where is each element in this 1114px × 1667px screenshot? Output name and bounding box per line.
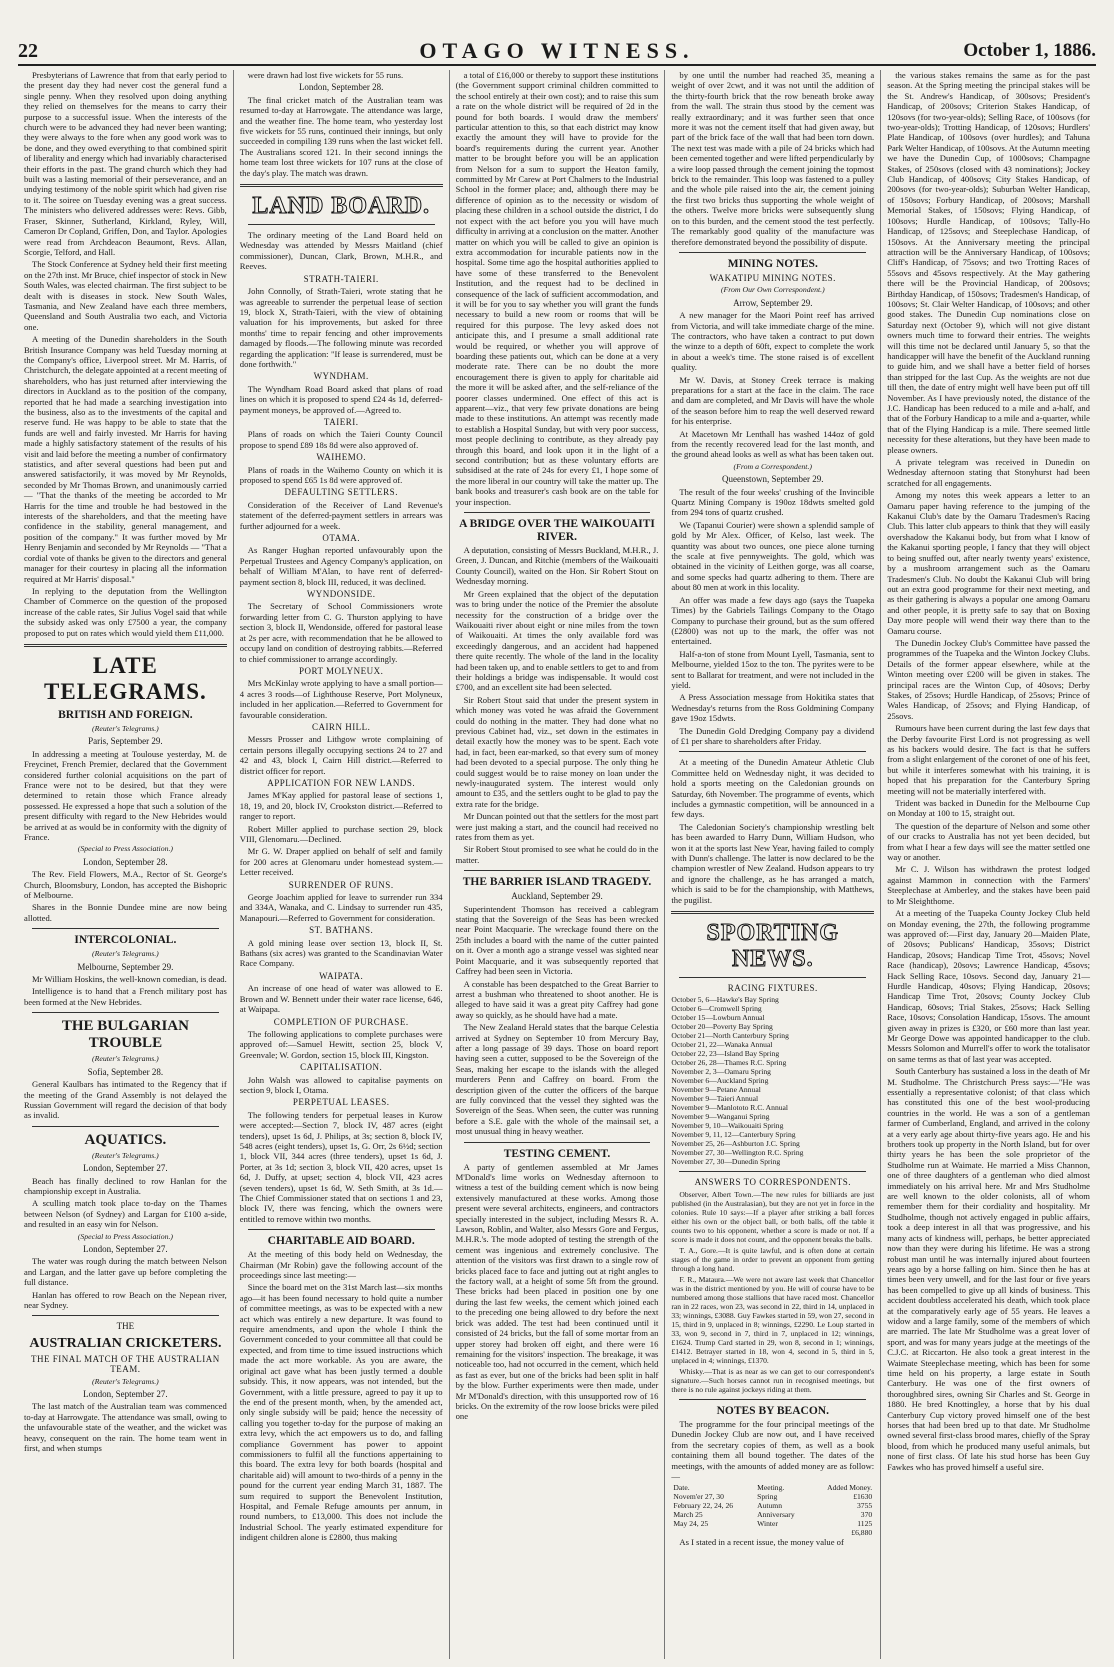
article-paragraph: An increase of one head of water was allowed to E. Brown and W. Bennett under their water race license, 646, at Waipapa. — [239, 983, 443, 1015]
table-cell: 370 — [860, 1510, 873, 1520]
article-paragraph: Among my notes this week appears a letter to an Oamaru paper having reference to the jumping of the Kakanui Club's date by the Oamaru Tradesmen's Racing Club. This latter club appears to think that they will easily overshadow the Kakanui body, but from what I know of the Kakanui sporting people, I fancy that they will object to being snuffed out, after nearly twenty years' existence, by a mushroom arrangement such as the Oamaru Tradesmen's Club. No doubt the Kakanui Club will bring out an extra good programme for their next meeting, and as their gathering is always a popular one among Oamaru and other people, it is pretty safe to say that on Boxing Day more people will wend their way there than to the Oamaru course. — [887, 490, 1090, 636]
heading-the: THE — [116, 1321, 135, 1332]
article-paragraph: Sir Robert Stout promised to see what he could do in the matter. — [455, 844, 659, 865]
article-paragraph: Presbyterians of Lawrence that from that early period to the present day they had never cost the general fund a single penny. When they resolved upon doing anything they relied on themselves for the means to carry their purpose to a successful issue. When the interests of the church were to be advanced they had never been wanting; they were always to the fore when any good work was to be done, and they owed everything to that combined spirit of liberality and energy which had invariably characterised their efforts in the past. The grand church which they had built was a lasting memorial of their perseverance, and an undying testimony of the noble spirit which had given rise to it. The soiree on Tuesday evening was a great success. The ministers who delivered addresses were: Revs. Gibb, Fraser, Skinner, Sutherland, Kirkland, Ryley, Will, Cameron Dr Copland, Griffen, Don, and Taylor. Apologies were read from Archdeacon Beaumont, Revs. Allan, Scorgie, Telford, and Hall. — [24, 70, 227, 257]
list-item: November 9—Petane Annual — [671, 1085, 761, 1095]
subheading-intercolonial: INTERCOLONIAL. — [74, 934, 177, 947]
article-paragraph: Observer, Albert Town.—The new rules for billiards are just published (in the Australasian), but they are not yet in force in the colonies. Rule 10 says:—If a player after striking a ball forces either his own or the object ball, or both balls, off the table it counts two to his opponent, whether a score is made or not. If a score is made it does not count, and the opponent breaks the balls. — [671, 1189, 875, 1244]
table-cell: May 24, 25 — [673, 1519, 709, 1529]
article-paragraph: We (Tapanui Courier) were shown a splendid sample of gold by Mr Alex. Officer, of Kelso, last week. The quantity was about two ounces, one piece alone turning the scale at five pennyweights. The gold, which was obtained in the vicinity of Leithen gorge, was all coarse, and some specks had quartz adhering to them. There are about 80 men at work in this locality. — [671, 519, 875, 593]
article-paragraph: Sir Robert Stout said that under the present system in which money was voted he was afraid the Government could do nothing in the matter. They had done what no previous Cabinet had, viz., set down in the estimates in detail exactly how the money was to be spent. Each vote had, in fact, been ear-marked, so that every sum of money had been devoted to a special purpose. The only thing he could suggest would be to raise money on loan under the newly-inaugurated system. The interest would only amount to £35, and the settlers ought to be glad to pay the extra rate for the bridge. — [455, 694, 659, 809]
list-item: November 25, 26—Ashburton J.C. Spring — [671, 1139, 800, 1149]
article-paragraph: In addressing a meeting at Toulouse yesterday, M. de Freycinet, French Premier, declared that the Government considered further colonial acquisitions on the part of France were not to be desired, but that they were determined to retain those which France already possessed. He expressed a hope that such a solution of the present difficulty with regard to the New Hebrides would be arrived at as would be in conformity with the dignity of France. — [24, 748, 227, 842]
subhead: CAPITALISATION. — [300, 1062, 383, 1073]
masthead — [18, 38, 1096, 66]
article-paragraph: Messrs Prosser and Lithgow wrote complaining of certain persons illegally occupying sections 24 to 27 and 42 and 43, block I, Cairn Hill district.—Referred to district officer for report. — [239, 734, 443, 776]
table-row — [671, 1492, 874, 1501]
source-line: (Reuter's Telegrams.) — [92, 1376, 159, 1386]
article-paragraph: Beach has finally declined to row Hanlan for the championship except in Australia. — [24, 1175, 227, 1196]
dateline: Melbourne, September 29. — [77, 961, 174, 972]
divider — [32, 1012, 219, 1013]
article-paragraph: Mrs McKinlay wrote applying to have a small portion—4 acres 3 roods—of Lighthouse Reserve, Port Molyneux, included in her application.—Referred to Government for favourable consideration. — [239, 678, 443, 720]
article-paragraph: The Rev. Field Flowers, M.A., Rector of St. George's Church, Bloomsbury, London, has accepted the Bishopric of Melbourne. — [24, 869, 227, 901]
article-paragraph: Mr W. Davis, at Stoney Creek terrace is making preparations for a start at the face in the claim. The race and dam are completed, and Mr Davis will have the whole of the season before him to reap the well deserved reward for his enterprise. — [671, 374, 875, 427]
article-paragraph: The programme for the four principal meetings of the Dunedin Jockey Club are now out, and I have received from the secretary copies of them, as well as a book containing them all bound together. The dates of the meetings, with the amounts of added money are as follow:— — [671, 1418, 875, 1481]
article-paragraph: Intelligence is to hand that a French military post has been formed at the New Hebrides. — [24, 986, 227, 1007]
section-heading-land-board: LAND BOARD. — [252, 193, 431, 220]
table-cell: February 22, 24, 26 — [673, 1501, 734, 1511]
article-paragraph: The Stock Conference at Sydney held their first meeting on the 27th inst. Mr Bruce, chief inspector of stock in New South Wales, was elected chairman. The first subject to be dealt with is diseases in stock. New South Wales, Tasmania, and New Zealand have each three members, Queensland and South Australia two each, and Victoria one. — [24, 259, 227, 332]
list-item: October 22, 23—Island Bay Spring — [671, 1049, 780, 1059]
list-item: November 6—Auckland Spring — [671, 1076, 769, 1086]
subheading-charitable-aid: CHARITABLE AID BOARD. — [267, 1235, 415, 1248]
article-paragraph: John Connolly, of Strath-Taieri, wrote stating that he was agreeable to surrender the perpetual lease of section 19, block X, Strath-Taieri, with the view of obtaining valuation for his improvements, but asked for three months' time to repair fencing and other improvements damaged by floods.—The following minute was recorded regarding the application: "If lease is surrendered, must be done forthwith." — [239, 286, 443, 369]
dateline: Queenstown, September 29. — [722, 474, 824, 485]
article-paragraph: The result of the four weeks' crushing of the Invincible Quartz Mining Company is 190oz 18dwts smelted gold from 294 tons of quartz crushed. — [671, 486, 875, 518]
article-paragraph: Trident was backed in Dunedin for the Melbourne Cup on Monday at 100 to 15, straight out. — [887, 798, 1090, 819]
subheading-notes-by-beacon: NOTES BY BEACON. — [716, 1404, 829, 1417]
article-paragraph: The question of the departure of Nelson and some other of our cracks to Australia has not yet been decided, but from what I hear a few days will see the matter settled one way or another. — [887, 820, 1090, 863]
list-item: November 27, 30—Wellington R.C. Spring — [671, 1148, 804, 1158]
table-total-row — [671, 1528, 874, 1537]
article-paragraph: The Dunedin Jockey Club's Committee have passed the programmes of the Tuapeka and the Winton Jockey Clubs. Details of the former appear elsewhere, while at the Winton meeting over £200 will be given in stakes. The principal races are the Winton Cup, of 40sovs; Derby Stakes, of 25sovs; Hurdle Handicap, of 25sovs; Prince of Wales Handicap, of 25sovs; and Flying Handicap, of 25sovs. — [887, 637, 1090, 721]
article-paragraph: A constable has been despatched to the Great Barrier to arrest a bushman who threatened to shoot another. He is alleged to have said it was a great pity Caffrey had gone away so quickly, as he should have had a mate. — [455, 978, 659, 1020]
table-cell: Spring — [757, 1492, 778, 1502]
subhead: SURRENDER OF RUNS. — [288, 879, 394, 890]
article-paragraph: The ordinary meeting of the Land Board held on Wednesday was attended by Messrs Maitland (chief commissioner), Duncan, Clark, Brown, M.H.R., and Reeves. — [239, 230, 443, 272]
column-2 — [234, 70, 450, 1659]
subheading-final-match: THE FINAL MATCH OF THE AUSTRALIAN TEAM. — [31, 1353, 220, 1375]
list-item: November 9—Wanganui Spring — [671, 1112, 770, 1122]
article-paragraph: Mr G. W. Draper applied on behalf of self and family for 200 acres at Glenomaru under homestead system.—Letter received. — [239, 846, 443, 878]
source-line: (Reuter's Telegrams.) — [92, 723, 159, 733]
list-item: October 21—North Canterbury Spring — [671, 1031, 789, 1041]
source-line: (From a Correspondent.) — [733, 461, 813, 471]
list-item: October 26, 28—Thames R.C. Spring — [671, 1058, 787, 1068]
subheading-barrier-island: THE BARRIER ISLAND TRAGEDY. — [462, 876, 652, 889]
article-paragraph: Consideration of the Receiver of Land Revenue's statement of the deferred-payment settlers in arrears was further adjourned for a week. — [239, 499, 443, 531]
dateline: Paris, September 29. — [88, 736, 163, 747]
divider — [679, 1171, 866, 1172]
list-item: October 5, 6—Hawke's Bay Spring — [671, 995, 779, 1005]
table-cell: 3755 — [857, 1501, 873, 1511]
dateline: London, September 27. — [83, 1389, 168, 1400]
subheading-bridge: A BRIDGE OVER THE WAIKOUAITI RIVER. — [459, 518, 655, 544]
list-item: October 15—Lowburn Annual — [671, 1013, 765, 1023]
article-paragraph: a total of £16,000 or thereby to support these institutions (the Government support criminal children committed to the school entirely at their own cost); and to raise this sum a rate on the whole district will be required of 2d in the pound for both boards. I would draw the members' particular attention to this, so that each district may know exactly the amount they will have to provide for the board's requirements during the current year. Another matter to be brought before you will be an application from Nelson for a sum to support the Heaton family, committed by Mr Carew at Port Chalmers to the Industrial School in the former place; and, although there may be difference of opinion as to the necessity or wisdom of placing these children in a school outside the district, I do not expect with the act before you you will have much difficulty in arriving at a conclusion on the matter. Another matter on which you will be called to give an opinion is extra accommodation for incurable patients now in the hospital. Some time ago the hospital authorities applied to have some of these transferred to the Benevolent Institution, and the request had to be declined in consequence of the lack of sufficient accommodation, and it will be for you to say whether you will grant the funds necessary to build a new room or rooms that will be required for this purpose. The levy asked does not anticipate this, and I presume a small additional rate would be required, or whether you will approve of boarding these patients out, which can be done at a very moderate rate. There can be no doubt the more encouragement there is given to apply for charitable aid the more it will be asked after, and the self-reliance of the poorer classes undermined. One effect of this act is apparent—viz., that very few private donations are being made to these institutions. An attempt was recently made to establish a Hospital Sunday, but with very poor success, most people declining to contribute, as they already pay through this board, and look upon it in the light of a second contribution; but as these voluntary efforts are subsidised at the rate of 24s for every £1, I hope some of the more liberal in our country will take the matter up. The bank books and treasurer's cash book are on the table for your inspection. — [455, 70, 659, 507]
article-paragraph: T. A., Gore.—It is quite lawful, and is often done at certain stages of the game in order to prevent an opponent from getting through a long hand. — [671, 1245, 875, 1273]
subheading-bulgarian-trouble: THE BULGARIAN TROUBLE — [61, 1018, 189, 1052]
article-paragraph: The following tenders for perpetual leases in Kurow were accepted:—Section 7, block IV, 487 acres (eight tenders), upset 1s 6d, J. Philips, at 3s; section 8, block IV, 548 acres (eight tenders), upset 1s, G. Orr, 2s 6½d; section 1, block VII, 344 acres (three tenders), upset 1s 6d, J. Porter, at 3s 1d; section 3, block VII, 420 acres, upset 1s 6d, J. Duffy, at upset; section 4, block VII, 423 acres (seven tenders), upset 1s 6d, W. Seth Smith, at 3s 1d.—The Chief Commissioner stated that on sections 1 and 23, block IV, there was fencing, which the owners were entitled to remove within two months. — [239, 1109, 443, 1224]
divider — [248, 224, 435, 225]
subheading-aquatics: AQUATICS. — [84, 1131, 167, 1148]
divider — [32, 1126, 219, 1127]
article-paragraph: Rumours have been current during the last few days that the Derby favourite First Lord is not progressing as well as his backers would desire. The fact is that he suffers from a slight enlargement of the coronet of one of his feet, but while it interferes somewhat with his training, it is hoped that his preparation for the Canterbury Spring meeting will not be materially interfered with. — [887, 723, 1090, 796]
divider — [464, 512, 651, 513]
divider — [32, 1315, 219, 1316]
subhead: STRATH-TAIERI. — [303, 273, 379, 284]
table-row — [671, 1519, 874, 1528]
subhead: WAIPATA. — [319, 970, 364, 981]
list-item: October 6—Cromwell Spring — [671, 1004, 762, 1014]
source-line: (Reuter's Telegrams.) — [92, 1054, 159, 1064]
article-paragraph: by one until the number had reached 35, meaning a weight of over 2cwt, and it was not until the addition of the thirty-fourth brick that the row beneath broke away from the wall. The strain thus stood by the cement was really extraordinary; and it was further seen that once more it was not the cement itself that had given away, but part of the brick face of the wall that had been torn down. The next test was made with a pile of 24 bricks which had been cemented together and were lifted perpendicularly by a wire loop passed through the cement joining the topmost brick to the remainder. This loop was fastened to a pulley and the whole pile raised into the air, the cement joining the first two bricks thus supporting the whole weight of the others. Twelve more bricks were subsequently slung on to this burden, and the cement stood the test perfectly. The remarkably good quality of the manufacture was therefore demonstrated beyond the possibility of dispute. — [671, 70, 875, 247]
article-paragraph: The water was rough during the match between Nelson and Largan, and the latter gave up before completing the full distance. — [24, 1256, 227, 1288]
subhead: WAKATIPU MINING NOTES. — [709, 272, 836, 283]
table-header-row — [671, 1483, 874, 1492]
article-paragraph: An offer was made a few days ago (says the Tuapeka Times) by the Gabriels Tailings Company to the Otago Company to purchase their ground, but as the sum offered (£2800) was not up to the mark, the offer was not entertained. — [671, 594, 875, 647]
divider — [248, 1229, 435, 1230]
list-item: November 9—Taieri Annual — [671, 1094, 759, 1104]
subhead: TAIERI. — [323, 416, 359, 427]
article-paragraph: Shares in the Bonnie Dundee mine are now being allotted. — [24, 902, 227, 923]
table-total: £6,880 — [851, 1528, 873, 1538]
article-paragraph: A meeting of the Dunedin shareholders in the South British Insurance Company was held Tuesday morning at the Company's office, Liverpool street. Mr M. Harris, of Christchurch, the delegate appointed at a recent meeting of shareholders, who has just returned after interviewing the directors in Auckland as to the position of the company, reported that he had made a searching investigation into the business, also as to the investments of the capital and reserve fund. He was happy to be able to state that the funds are well and fairly invested. Mr Harris for having made a highly satisfactory statement of the results of his visit and laid before the meeting a number of confirmatory statistics, and after several questions had been put and answered satisfactorily, it was moved by Mr Reynolds, seconded by Mr Thomas Brown, and unanimously carried — "That the thanks of the meeting be accorded to Mr Harris for the time and trouble he had bestowed in the interests of the shareholders, and that the meeting have confidence in the stability, general management, and position of the company." It was further moved by Mr Henry Benjamin and seconded by Mr Reynolds — "That a cordial vote of thanks be given to the directors and general manager for their courtesy in placing all the information required at Mr Harris' disposal." — [24, 334, 227, 584]
subhead: ST. BATHANS. — [309, 925, 374, 936]
list-item: November 9, 10—Waikouaiti Spring — [671, 1121, 784, 1131]
list-item: November 2, 3—Oamaru Spring — [671, 1067, 771, 1077]
column-3 — [450, 70, 666, 1659]
article-paragraph: James M'Kay applied for pastoral lease of sections 1, 18, 19, and 20, block IV, Crookston district.—Referred to ranger to report. — [239, 790, 443, 822]
source-line: (Special to Press Association.) — [77, 1231, 174, 1241]
divider — [679, 1399, 866, 1400]
article-paragraph: A party of gentlemen assembled at Mr James M'Donald's lime works on Wednesday afternoon to witness a test of the building cement which is now being extensively manufactured at these works. Among those present were several architects, engineers, and contractors specially interested in the subject, including Messrs R. A. Lawson, Roblin, and Walter, also Messrs Gore and Fergus, M.H.R.'s. The mode adopted of testing the strength of the cement was ingenious and extremely conclusive. The attention of the visitors was first drawn to a single row of bricks placed face to face and jutting out at right angles to the factory wall, at a height of some 5ft from the ground. These bricks had been placed in position one by one during the last few weeks, the cement which joined each to the preceding one being allowed to dry before the next brick was added. The test had been continued until it consisted of 24 bricks, but the fall of some mortar from an upper storey had broken off eight, and there were 16 remaining for the visitors' inspection. The breakage, it was noticeable too, had not occurred in the cement, which held as fast as ever, but one of the bricks had been split in half by the blow. Further experiments were then made, under Mr M'Donald's direction, with this unsupported row of 16 bricks. On the extremity of the row loose bricks were piled one — [455, 1161, 659, 1422]
article-paragraph: The Secretary of School Commissioners wrote forwarding letter from C. G. Thurston applying to have section 3, block II, Wendonside, offered for pastoral lease at 2s per acre, with recommendation that he be allowed to occupy land on condition of destroying rabbits.—Referred to chief commissioner to arrange accordingly. — [239, 601, 443, 664]
subhead: COMPLETION OF PURCHASE. — [273, 1016, 409, 1027]
subhead: WYNDHAM. — [313, 371, 369, 382]
article-paragraph: The final cricket match of the Australian team was resumed to-day at Harrowgate. The attendance was large, and the weather fine. The home team, who yesterday lost five wickets for 55 runs, continued their innings, but only succeeded in compiling 139 runs when the last wicket fell. The Australians scored 121. In their second innings the home team lost three wickets for 107 runs at the close of the day's play. The match was drawn. — [239, 94, 443, 178]
table-cell: March 25 — [673, 1510, 703, 1520]
subhead: WAIHEMO. — [316, 452, 367, 463]
divider — [679, 751, 866, 752]
article-paragraph: At the meeting of this body held on Wednesday, the Chairman (Mr Robin) gave the following account of the proceedings since last meeting:— — [239, 1249, 443, 1281]
source-line: (Reuter's Telegrams.) — [92, 1150, 159, 1160]
table-header: Added Money. — [827, 1483, 873, 1493]
article-paragraph: As Ranger Hughan reported unfavourably upon the Perpetual Trustees and Agency Company's application, on behalf of William M'Alan, to have rent of deferred-payment section 8, block III, reduced, it was declined. — [239, 545, 443, 587]
divider — [679, 252, 866, 253]
list-item: November 27, 30—Dunedin Spring — [671, 1157, 781, 1167]
section-divider — [671, 911, 874, 914]
table-cell: Novem'er 27, 30 — [673, 1492, 724, 1502]
column-5 — [881, 70, 1096, 1659]
table-cell: Anniversary — [757, 1510, 795, 1520]
article-paragraph: At a meeting of the Tuapeka County Jockey Club held on Monday evening, the 27th, the following programme was approved of:—First day, January 20—Maiden Plate, of 20sovs; Publicans' Handicap, 35sovs; District Handicap, 20sovs; Handicap Time Trot, 45sovs; Novel Race (handicap), 20sovs; Lawrence Handicap, 45sovs; Hack Selling Race, 10sovs. Second day, January 21—Hurdle Handicap, 40sovs; Flying Handicap, 20sovs; Handicap Time Trot, 20sovs; County Jockey Club Handicap, 60sovs; Trial Stakes, 25sovs; Hack Selling Race, 10sovs; Consolation Handicap, 15sovs. The amount given away in prizes is £320, or £60 more than last year. Mr George Dowe was appointed handicapper to the club. Messrs Solomon and Murrell's offer to work the totalisator on same terms as that of last year was accepted. — [887, 908, 1090, 1064]
section-divider — [24, 644, 227, 647]
article-paragraph: A private telegram was received in Dunedin on Wednesday afternoon stating that Stonyhurst had been scratched for all engagements. — [887, 457, 1090, 488]
dateline: London, September 27. — [83, 1243, 168, 1254]
subheading-testing-cement: TESTING CEMENT. — [503, 1147, 611, 1160]
section-heading-sporting-news: SPORTING NEWS. — [706, 920, 840, 973]
article-paragraph: The Dunedin Gold Dredging Company pay a dividend of £1 per share to shareholders after Friday. — [671, 725, 875, 746]
article-paragraph: The New Zealand Herald states that the barque Celestia arrived at Sydney on September 10 from Mercury Bay, after a long passage of 39 days. Those on board report having seen a cutter, supposed to be the Sovereign of the Seas, making her escape to the islands with the alleged murderers Penn and Caffrey on board. From the description given of the cutter the officers of the barque are fully convinced that the vessel they sighted was the Sovereign of the Seas. When seen, the cutter was running before a S.E. gale with the whole of the mainsail set, a most unusual thing in heavy weather. — [455, 1022, 659, 1137]
list-item: November 9—Manlototo R.C. Annual — [671, 1103, 789, 1113]
subhead: PERPETUAL LEASES. — [292, 1097, 390, 1108]
newspaper-title: OTAGO WITNESS. — [419, 38, 695, 63]
article-paragraph: General Kaulbars has intimated to the Regency that if the meeting of the Grand Assembly is not delayed the Russian Government will regard the decision of that body as invalid. — [24, 1079, 227, 1121]
table-header: Date. — [673, 1483, 690, 1493]
article-paragraph: As I stated in a recent issue, the money value of — [679, 1537, 844, 1548]
list-item: October 20—Poverty Bay Spring — [671, 1022, 773, 1032]
issue-date: October 1, 1886. — [963, 40, 1096, 61]
racing-fixtures-list — [671, 995, 874, 1166]
subheading-australian-cricketers: AUSTRALIAN CRICKETERS. — [29, 1335, 222, 1351]
dateline: London, September 28. — [83, 856, 168, 867]
article-paragraph: F. R., Mataura.—We were not aware last week that Chancellor was in the district mentioned by you. He will of course have to be numbered among those stallions that have raced most. Chancellor ran in 22 races, won 23, was second in 22, third in 14, unplaced in 33; winnings, £3088. Guy Fawkes started in 59, won 27, second in 15, third in 9, unplaced in 8; winnings, £2290. Le Loup started in 33, won 9, second in 7, third in 7, unplaced in 12; winnings, £1624. Trump Card started in 29, won 8, second in 1; winnings, £1412. Betrayer started in 18, won 4, second in 5, third in 5, unplaced in 4; winnings, £1370. — [671, 1274, 875, 1365]
article-paragraph: Mr Green explained that the object of the deputation was to bring under the notice of the Premier the absolute necessity for the construction of a bridge over the Waikouaiti river about eight or nine miles from the town of Waikouaiti. At times the only available ford was exceedingly dangerous, and an accident had happened there quite recently. The whole of the land in the locality had been taken up, and to enable settlers to get to and from their holdings a bridge was indispensable. It would cost £700, and an excellent site had been selected. — [455, 588, 659, 693]
article-paragraph: Whisky.—That is as near as we can get to our correspondent's signature.—Such horses cannot run in recognised meetings, but there is no rule against jockeys riding at them. — [671, 1366, 875, 1394]
article-paragraph: In replying to the deputation from the Wellington Chamber of Commerce on the question of the proposed increase of the cable rates, Sir Julius Vogel said that while the subsidy asked was only £7500 a year, the company proposed to put on rates which would yield them £11,000. — [24, 585, 227, 638]
column-1 — [18, 70, 234, 1659]
subheading-mining-notes: MINING NOTES. — [727, 257, 818, 270]
dateline: Sofia, September 28. — [87, 1066, 164, 1077]
list-item: November 9, 11, 12—Canterbury Spring — [671, 1130, 796, 1140]
article-paragraph: Plans of roads in the Waihemo County on which it is proposed to spend £65 1s 8d were approved of. — [239, 464, 443, 485]
article-paragraph: South Canterbury has sustained a loss in the death of Mr M. Studholme. The Christchurch Press says:—"He was essentially a representative colonist; of that class which has constituted this one of the best wool-producing countries in the world. He was a son of a gentleman farmer of Cumberland, England, and arrived in the colony at a very early age about thirty-five years ago. He and his brothers took up property in the North Island, but for over thirty years he has been the sole proprietor of the Studholme run at Waimate. He married a Miss Channon, one of three daughters of a gentleman who died almost immediately on his arrival here. Mr and Mrs Studholme are well known to the older colonists, all of whom remember them for their cordiality and hospitality. Mr Studholme, though not actively engaged in public affairs, took a deep interest in all that was progressive, and his many acts of kindness will, perhaps, be better appreciated now than they were during his lifetime. He was a strong robust man until he was internally injured about fourteen years ago by a horse falling on him. Since then he has at times been very unwell, and for the last four or five years has been compelled to give up all kinds of business. This accident doubtless accelerated his death, which took place at the comparatively early age of 55 years. He leaves a widow and a large family, some of the members of which are married. The late Mr Studholme was a great lover of sport, and was for many years judge at the meetings of the C.J.C. at Riccarton. He also took a great interest in the Waimate Steeplechase meeting, which has been for some time held on his property, a large estate in South Canterbury. He was one of the first owners of thoroughbred sires, owning Sir Charles and St. George in 1880. He bred Knottingley, a horse that by his dual Canterbury Cup victory proved himself one of the best horses that had been bred up to that date. Mr Studholme owned several first-class brood mares, chiefly of the Spray blood, from which he produced many useful animals, but none of first class. Of late his stud horse has been Guy Fawkes who has proved himself a useful sire. — [887, 1066, 1090, 1472]
dateline: London, September 27. — [83, 1163, 168, 1174]
article-paragraph: A Press Association message from Hokitika states that Wednesday's returns from the Ross Goldmining Company gave 19oz 15dwts. — [671, 692, 875, 724]
article-paragraph: The Caledonian Society's championship wrestling belt has been awarded to Harry Dunn, William Hudson, who won it at the sports last New Year, having failed to comply with Dunn's challenge. The latter is now declared to be the champion wrestler of New Zealand. Hudson appears to try and ignore the challenge, as he has arranged a match, which is said to be for the championship, with Matthews, the pugilist. — [671, 821, 875, 905]
divider — [679, 977, 866, 978]
table-cell: £1630 — [853, 1492, 873, 1502]
subhead: CAIRN HILL. — [311, 721, 371, 732]
subhead: APPLICATION FOR NEW LANDS. — [267, 777, 416, 788]
article-paragraph: The last match of the Australian team was commenced to-day at Harrowgate. The attendance was small, owing to the unfavourable state of the weather, and the wicket was heavy, consequent on the rain. The home team went in first, and when stumps — [24, 1401, 227, 1454]
article-paragraph: A new manager for the Maori Point reef has arrived from Victoria, and will take immediate charge of the mine. The contractors, who have taken a contract to put down the winze to a depth of 60ft, expect to complete the work in about a week's time. The stone raised is of excellent quality. — [671, 310, 875, 373]
article-paragraph: Superintendent Thomson has received a cablegram stating that the Sovereign of the Seas has been wrecked near Point Macquarie. The wreckage found there on the 25th includes a board with the name of the cutter painted on it. Over a month ago a strange vessel was sighted near Point Macquarie, and it was subsequently reported that Caffrey had been seen in Victoria. — [455, 903, 659, 977]
column-4 — [665, 70, 881, 1659]
section-heading-late-telegrams: LATE TELEGRAMS. — [44, 652, 207, 704]
table-header: Meeting. — [757, 1483, 785, 1493]
article-paragraph: A deputation, consisting of Messrs Buckland, M.H.R., J. Green, J. Duncan, and Ritchie (members of the Waikouaiti County Council), waited on the Hon. Sir Robert Stout on Wednesday morning. — [455, 545, 659, 587]
subhead: PORT MOLYNEUX. — [298, 665, 384, 676]
list-item: October 21, 22—Wanaka Annual — [671, 1040, 773, 1050]
divider — [464, 870, 651, 871]
article-paragraph: At a meeting of the Dunedin Amateur Athletic Club Committee held on Wednesday night, it was decided to hold a sports meeting on the Caledonian grounds on Saturday, 6th November. The programme of events, which includes a gymnastic competition, will be announced in a few days. — [671, 757, 875, 820]
divider — [32, 928, 219, 929]
page-number: 22 — [18, 40, 38, 62]
subhead: ANSWERS TO CORRESPONDENTS. — [694, 1177, 852, 1188]
article-paragraph: The following applications to complete purchases were approved of:—Samuel Hewitt, section 25, block V, Greenvale; W. Gordon, section 15, block III, Kingston. — [239, 1028, 443, 1060]
article-paragraph: The Wyndham Road Board asked that plans of road lines on which it is proposed to spend £24 4s 1d, deferred-payment moneys, be approved of.—Agreed to. — [239, 383, 443, 415]
table-row — [671, 1510, 874, 1519]
article-paragraph: Robert Miller applied to purchase section 29, block VIII, Glenomaru.—Declined. — [239, 823, 443, 844]
article-paragraph: Mr Duncan pointed out that the settlers for the most part were just making a start, and the council had received no rates from them as yet. — [455, 811, 659, 843]
article-paragraph: Mr William Hoskins, the well-known comedian, is dead. — [32, 974, 227, 985]
subhead: RACING FIXTURES. — [727, 983, 818, 994]
subheading-british-foreign: BRITISH AND FOREIGN. — [58, 708, 193, 721]
article-paragraph: A sculling match took place to-day on the Thames between Nelson (of Sydney) and Largan for £100 a-side, and resulted in an easy win for Nelson. — [24, 1198, 227, 1230]
dateline: London, September 28. — [298, 82, 384, 93]
dateline: Arrow, September 29. — [733, 297, 813, 308]
source-line: (From Our Own Correspondent.) — [720, 285, 825, 295]
subhead: WYNDONSIDE. — [306, 589, 376, 600]
article-paragraph: Half-a-ton of stone from Mount Lyell, Tasmania, sent to Melbourne, yielded 15oz to the ton. The pyrites were to be sent to Ballarat for treatment, and were not included in the yield. — [671, 648, 875, 690]
meetings-table — [671, 1483, 874, 1537]
section-divider — [240, 184, 443, 187]
article-paragraph: were drawn had lost five wickets for 55 runs. — [247, 70, 404, 80]
source-line: (Reuter's Telegrams.) — [92, 949, 159, 959]
dateline: Auckland, September 29. — [511, 891, 603, 902]
article-paragraph: Since the board met on the 31st March last—six months ago—it has been found necessary to hold quite a number of committee meetings, as was to be expected with a new act which was entirely a new departure. It was found to require amendments, and upon the whole I think the Government conceded to your committee all that could be expected, and from time to time issued instructions which made the act more workable. As you are aware, the original act gave what has been justly termed a double subsidy. This, it now appears, was not intended, but the Government, with a little pressure, agreed to pay it up to the end of the present month, when, by the amended act, only single subsidy will be paid; hence the necessity of calling you together to-day for the purpose of making an extra levy, which the act empowers us to do, and falling compliance Government has power to appoint commissioners to fulfil all the functions appertaining to this board. The extra levy for both boards (hospital and charitable aid) will amount to two-thirds of a penny in the pound for the current year ending March 31, 1887. The sum required to support the Benevolent Institution, Hospital, and Female Refuge amounts per annum, in round numbers, to £13,000. This does not include the Industrial School. The yearly estimated expenditure for indigent children alone is £2800, thus making — [239, 1282, 443, 1543]
subhead: OTAMA. — [322, 533, 360, 544]
article-paragraph: the various stakes remains the same as for the past season. At the Spring meeting the principal stakes will be the St. Andrew's Handicap, of 300sovs; President's Handicap, of 200sovs; Criterion Stakes Handicap, of 120sovs (for two-year-olds); Selling Race, of 100sovs (for two-year-olds); Trotting Handicap, of 120sovs; Hurdlers' Plate Handicap, of 100sovs (over hurdles); and Tahuna Park Welter Handicap, of 100sovs. At the Autumn meeting we have the Dunedin Cup, of 1000sovs; Champagne Stakes, of 250sovs (closed with 43 nominations); Jockey Club Handicap, of 400sovs; City Stakes Handicap, of 200sovs (for two-year-olds); Suburban Welter Handicap, of 150sovs; Forbury Handicap, of 200sovs; Marshall Memorial Stakes, of 150sovs; Flying Handicap, of 100sovs; Hurdle Handicap, of 100sovs; Tally-Ho Handicap, of 125sovs; and Steeplechase Handicap, of 150sovs. At the Anniversary meeting the principal attraction will be the Anniversary Handicap, of 100sovs; Cliff's Handicap, of 75sovs; and two Trotting Races of 55sovs and 45sovs respectively. At the May gathering there will be the Provincial Handicap, of 200sovs; Birthday Handicap, of 150sovs; Tradesmen's Handicap, of 100sovs; St. Clair Welter Handicap, of 100sovs; and other good stakes. The Dunedin Cup nominations close on Saturday next (October 9), which will not give distant owners much time to forward their entries. The weights will this time not be declared until January 5, so that the handicapper will have the benefit of the Auckland running to guide him, and we shall have a better field of horses than stripped for the last Cup. As the weights are not due till then, the date of entry might well have been put off till November. As I have previously noted, the distance of the J.C. Handicap has been reduced to a mile and a-half, and that of the Forbury Handicap to a mile and a-quarter, while that of the Flying Handicap is a mile. There seemed little necessity for these alterations, but they have been made to please owners. — [887, 70, 1090, 455]
table-cell: 1125 — [857, 1519, 873, 1529]
divider — [464, 1142, 651, 1143]
subhead: DEFAULTING SETTLERS. — [284, 487, 398, 498]
article-paragraph: A gold mining lease over section 13, block II, St. Bathans (six acres) was granted to the Scandinavian Water Race Company. — [239, 937, 443, 969]
article-paragraph: Hanlan has offered to row Beach on the Nepean river, near Sydney. — [24, 1289, 227, 1310]
article-paragraph: Plans of roads on which the Taieri County Council propose to spend £89 18s 8d were also approved of. — [239, 429, 443, 450]
table-cell: Winter — [757, 1519, 778, 1529]
table-row — [671, 1501, 874, 1510]
article-paragraph: John Walsh was allowed to capitalise payments on section 9, block I, Otama. — [239, 1074, 443, 1095]
table-cell: Autumn — [757, 1501, 782, 1511]
article-paragraph: At Macetown Mr Lenthall has washed 144oz of gold from the recently recovered lead for the last month, and the ground ahead looks as well as what has been taken out. — [671, 428, 875, 460]
article-paragraph: George Joachim applied for leave to surrender run 334 and 334A, Wanaka, and C. Lindsay to surrender run 435, Manapouri.—Referred to Government for consideration. — [239, 892, 443, 923]
article-paragraph: Mr C. J. Wilson has withdrawn the protest lodged against Mammon in connection with the Farmers' Steeplechase at Amberley, and the stakes have been paid to Mr Sleighthome. — [887, 864, 1090, 906]
source-line: (Special to Press Association.) — [77, 844, 174, 854]
